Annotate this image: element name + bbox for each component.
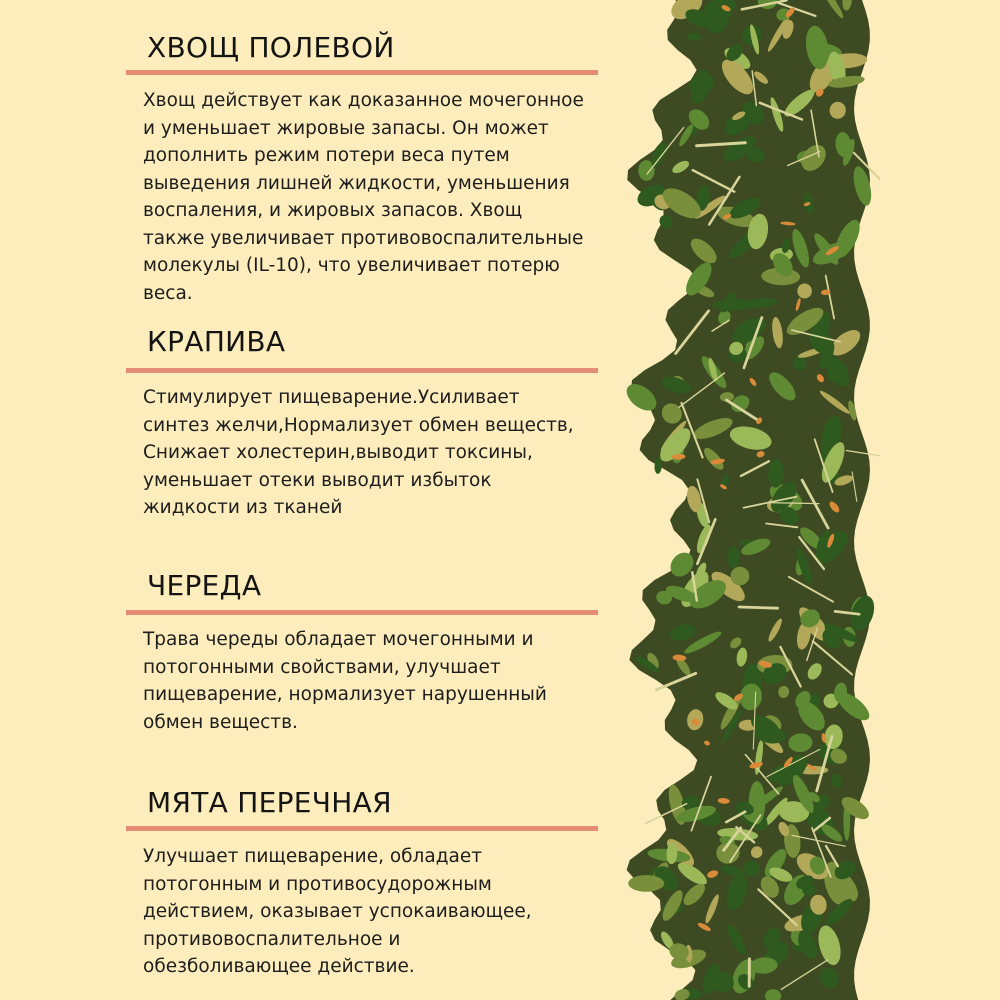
description-line: пищеварение, нормализует нарушенный (143, 684, 547, 705)
section-divider (126, 610, 598, 615)
herbal-tea-image (622, 0, 880, 1000)
description-line: воспаления, и жировых запасов. Хвощ (143, 200, 523, 221)
description-line: Стимулирует пищеварение.Усиливает (143, 387, 520, 408)
description-line: обмен веществ. (143, 711, 298, 733)
description-line: Снижает холестерин,выводит токсины, (143, 442, 533, 463)
description-line: потогонными свойствами, улучшает (143, 656, 501, 678)
section-divider (126, 826, 598, 831)
section-title: ХВОЩ ПОЛЕВОЙ (147, 31, 395, 64)
description-line: обезболивающее действие. (143, 956, 415, 977)
section-title: МЯТА ПЕРЕЧНАЯ (147, 786, 392, 819)
description-line: Трава череды обладает мочегонными и (143, 629, 534, 650)
description-line: веса. (143, 282, 193, 304)
description-line: выведения лишней жидкости, уменьшения (143, 172, 570, 194)
description-line: действием, оказывает успокаивающее, (143, 901, 532, 922)
section-description (143, 843, 643, 981)
section-divider (126, 70, 598, 75)
description-line: жидкости из тканей (143, 497, 343, 518)
description-line: потогонным и противосудорожным (143, 873, 492, 895)
leaf-fragment (628, 875, 664, 892)
section-title: ЧЕРЕДА (147, 569, 262, 602)
description-line: молекулы (IL-10), что увеличивает потерю (143, 255, 560, 276)
section-description (143, 626, 643, 736)
description-line: дополнить режим потери веса путем (143, 145, 510, 166)
description-line: и уменьшает жировые запасы. Он может (143, 117, 549, 139)
description-line: также увеличивает противовоспалительные (143, 227, 584, 249)
description-line: противовоспалительное и (143, 928, 401, 950)
stem-fragment (739, 607, 778, 608)
section-description (143, 384, 643, 522)
section-description (143, 87, 643, 307)
section-divider (126, 368, 598, 373)
description-line: уменьшает отеки выводит избыток (143, 469, 492, 491)
section-title: КРАПИВА (147, 325, 286, 358)
description-line: Улучшает пищеварение, обладает (143, 846, 483, 867)
description-line: синтез желчи,Нормализует обмен веществ, (143, 414, 574, 436)
description-line: Хвощ действует как доказанное мочегонное (143, 90, 584, 111)
